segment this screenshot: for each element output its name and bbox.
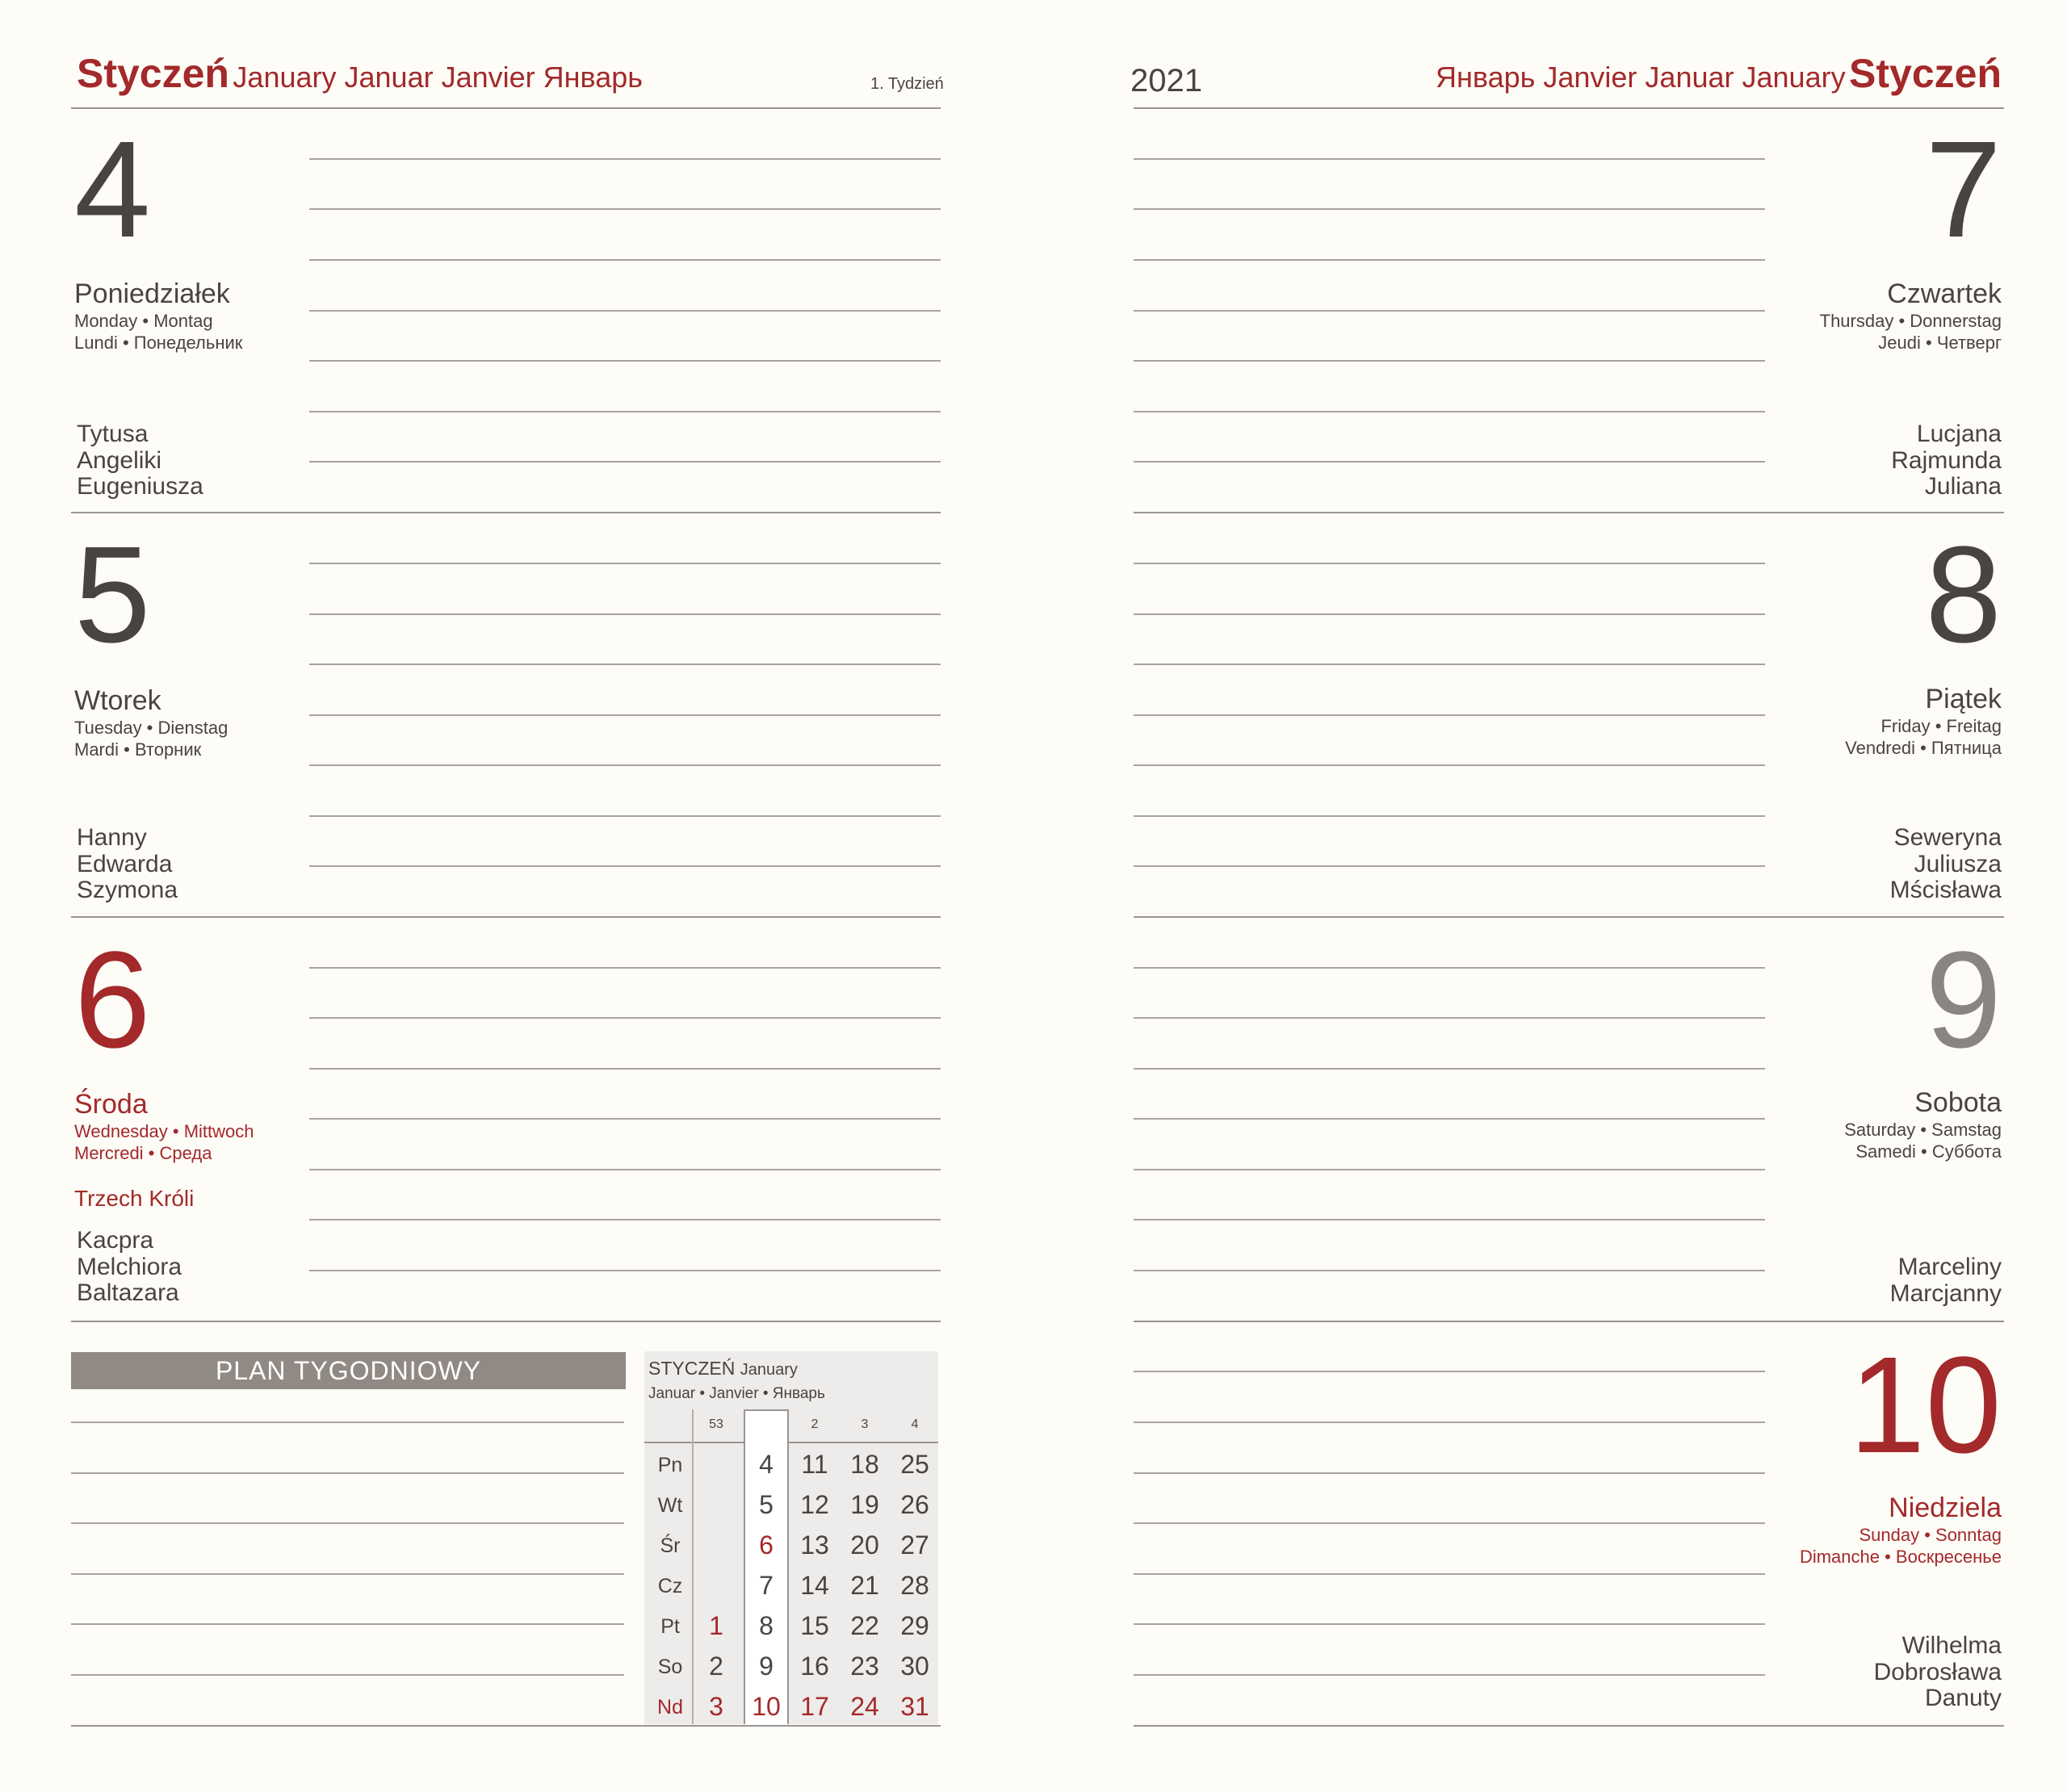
writing-line xyxy=(1134,764,1765,766)
day-translation-1: Friday • Freitag xyxy=(1880,716,2002,736)
day-block-wednesday xyxy=(74,923,151,1077)
name-day: Juliana xyxy=(1924,473,2002,500)
plan-line xyxy=(71,1573,624,1575)
day-translation-1: Saturday • Samstag xyxy=(1844,1120,2002,1140)
calendar-day-cell: 10 xyxy=(752,1692,781,1721)
name-day: Marcjanny xyxy=(1889,1279,2002,1307)
writing-line xyxy=(1134,1219,1765,1220)
calendar-day-cell: 30 xyxy=(900,1652,929,1681)
writing-line xyxy=(1134,1017,1765,1019)
writing-line xyxy=(309,259,941,261)
writing-line xyxy=(309,1270,941,1271)
writing-line xyxy=(1134,259,1765,261)
day-separator xyxy=(71,512,941,513)
left-header-rule xyxy=(71,107,941,109)
calendar-day-cell: 1 xyxy=(709,1611,723,1640)
day-translation-1: Sunday • Sonntag xyxy=(1859,1525,2002,1545)
name-day: Szymona xyxy=(77,877,178,903)
day-name: Wtorek xyxy=(74,685,161,716)
writing-line xyxy=(1134,1421,1765,1423)
writing-line xyxy=(1134,714,1765,716)
plan-line xyxy=(71,1421,624,1423)
writing-line xyxy=(309,1068,941,1070)
calendar-day-cell: 26 xyxy=(900,1490,929,1519)
day-label-monday xyxy=(74,278,242,354)
writing-line xyxy=(309,563,941,564)
day-number: 5 xyxy=(74,518,151,672)
calendar-day-cell: 18 xyxy=(850,1450,879,1479)
day-translation-1: Tuesday • Dienstag xyxy=(74,718,229,738)
day-block-friday xyxy=(1925,518,2002,672)
day-label-friday xyxy=(1845,683,2002,759)
left-header xyxy=(77,50,643,97)
writing-line xyxy=(1134,1623,1765,1625)
day-label-thursday xyxy=(1820,278,2002,354)
day-block-sunday xyxy=(1848,1329,2002,1482)
week-number-cell: 2 xyxy=(811,1417,819,1431)
day-translation-1: Monday • Montag xyxy=(74,311,213,331)
writing-line xyxy=(309,1118,941,1120)
day-translation-2: Vendredi • Пятница xyxy=(1845,738,2002,758)
day-translation-2: Dimanche • Воскресенье xyxy=(1799,1547,2002,1567)
calendar-day-cell: 21 xyxy=(850,1571,879,1600)
name-day: Wilhelma xyxy=(1901,1632,2002,1659)
calendar-day-cell: 25 xyxy=(900,1450,929,1479)
name-days-sunday xyxy=(1874,1633,2002,1712)
calendar-day-cell: 19 xyxy=(850,1490,879,1519)
writing-line xyxy=(309,967,941,969)
day-number: 8 xyxy=(1925,518,2002,672)
writing-line xyxy=(1134,1270,1765,1271)
writing-line xyxy=(1134,310,1765,312)
calendar-day-cell: 6 xyxy=(759,1530,774,1560)
writing-line xyxy=(1134,360,1765,362)
writing-line xyxy=(309,664,941,665)
day-name: Czwartek xyxy=(1887,278,2002,309)
bottom-rule-right xyxy=(1134,1725,2004,1727)
calendar-day-cell: 3 xyxy=(709,1692,723,1721)
day-separator xyxy=(1134,1321,2004,1322)
day-translation-2: Lundi • Понедельник xyxy=(74,333,243,353)
day-name: Środa xyxy=(74,1089,148,1120)
name-day: Rajmunda xyxy=(1891,446,2002,474)
writing-line xyxy=(1134,1674,1765,1676)
calendar-day-cell: 5 xyxy=(759,1490,774,1519)
name-day: Melchiora xyxy=(77,1253,182,1280)
writing-line xyxy=(1134,664,1765,665)
plan-line xyxy=(71,1623,624,1625)
calendar-day-cell: 24 xyxy=(850,1692,879,1721)
calendar-day-cell: 12 xyxy=(800,1490,829,1519)
mini-calendar-subtitle: Januar • Janvier • Январь xyxy=(648,1385,825,1402)
calendar-day-cell: 29 xyxy=(900,1611,929,1640)
calendar-day-cell: 15 xyxy=(800,1611,829,1640)
name-day: Baltazara xyxy=(77,1279,179,1306)
week-number-cell: 3 xyxy=(861,1417,869,1431)
name-day: Tytusa xyxy=(77,421,149,447)
writing-line xyxy=(309,764,941,766)
day-block-monday xyxy=(74,113,151,266)
calendar-day-cell: 17 xyxy=(800,1692,829,1721)
name-day: Eugeniusza xyxy=(77,473,203,500)
weekday-label: So xyxy=(657,1656,683,1678)
year: 2021 xyxy=(1130,63,1202,98)
writing-line xyxy=(309,310,941,312)
mini-calendar-title xyxy=(648,1358,798,1380)
holiday-label: Trzech Króli xyxy=(74,1186,195,1211)
writing-line xyxy=(309,411,941,412)
day-number: 6 xyxy=(74,923,151,1077)
day-label-tuesday xyxy=(74,685,228,760)
day-name: Sobota xyxy=(1914,1087,2002,1118)
writing-line xyxy=(309,1219,941,1220)
day-translation-1: Wednesday • Mittwoch xyxy=(74,1121,254,1141)
day-number: 9 xyxy=(1925,923,2002,1077)
calendar-day-cell: 11 xyxy=(801,1450,828,1479)
name-day: Marceliny xyxy=(1897,1254,2002,1280)
name-day: Kacpra xyxy=(77,1227,154,1254)
calendar-day-cell: 7 xyxy=(759,1571,774,1600)
bottom-rule-left xyxy=(71,1725,941,1727)
calendar-day-cell: 16 xyxy=(800,1652,829,1681)
day-translation-1: Thursday • Donnerstag xyxy=(1819,311,2002,331)
mini-calendar-month: STYCZEŃ xyxy=(648,1358,736,1379)
name-days-saturday xyxy=(1890,1254,2002,1307)
name-day: Dobrosława xyxy=(1873,1658,2002,1685)
name-day: Angeliki xyxy=(77,446,162,474)
week-number-cell: 53 xyxy=(709,1417,723,1431)
weekday-label: Wt xyxy=(657,1494,683,1517)
calendar-day-cell: 23 xyxy=(850,1652,879,1681)
name-day: Edwarda xyxy=(77,850,173,877)
left-month-translations: January Januar Janvier Январь xyxy=(233,61,644,94)
writing-line xyxy=(1134,158,1765,160)
calendar-day-cell: 28 xyxy=(900,1571,929,1600)
name-day: Danuty xyxy=(1924,1685,2002,1711)
mini-calendar xyxy=(644,1351,938,1724)
day-translation-2: Mardi • Вторник xyxy=(74,739,202,760)
day-translation-2: Samedi • Суббота xyxy=(1855,1141,2002,1162)
name-day: Juliusza xyxy=(1914,850,2002,877)
calendar-day-cell: 2 xyxy=(709,1652,723,1681)
day-translation-2: Jeudi • Четверг xyxy=(1878,333,2002,353)
day-name: Niedziela xyxy=(1889,1493,2002,1523)
day-separator xyxy=(71,916,941,918)
writing-line xyxy=(1134,1118,1765,1120)
name-days-wednesday xyxy=(77,1228,182,1307)
writing-line xyxy=(1134,967,1765,969)
day-number: 7 xyxy=(1925,113,2002,266)
weekday-label: Nd xyxy=(657,1696,683,1719)
writing-line xyxy=(309,360,941,362)
calendar-day-cell: 27 xyxy=(900,1530,929,1560)
writing-line xyxy=(309,865,941,867)
writing-line xyxy=(309,461,941,463)
day-name: Piątek xyxy=(1925,684,2002,714)
weekday-label: Pt xyxy=(660,1615,680,1638)
writing-line xyxy=(1134,1068,1765,1070)
name-day: Mścisława xyxy=(1889,877,2002,903)
writing-line xyxy=(1134,411,1765,412)
name-days-monday xyxy=(77,421,203,500)
writing-line xyxy=(1134,563,1765,564)
day-number: 10 xyxy=(1848,1329,2002,1482)
mini-calendar-month-en: January xyxy=(740,1361,798,1379)
calendar-day-cell: 4 xyxy=(759,1450,774,1479)
writing-line xyxy=(309,815,941,817)
right-month-title: Styczeń xyxy=(1849,51,2002,96)
week-number: 1. Tydzień xyxy=(870,75,944,93)
weekday-label: Pn xyxy=(657,1454,683,1476)
day-separator xyxy=(1134,916,2004,918)
calendar-day-cell: 22 xyxy=(850,1611,879,1640)
day-block-saturday xyxy=(1925,923,2002,1077)
day-separator xyxy=(1134,512,2004,513)
writing-line xyxy=(1134,1169,1765,1170)
writing-line xyxy=(1134,1371,1765,1372)
calendar-day-cell: 31 xyxy=(900,1692,929,1721)
writing-line xyxy=(1134,461,1765,463)
weekday-label: Śr xyxy=(660,1535,681,1557)
writing-line xyxy=(1134,1472,1765,1474)
calendar-day-cell: 20 xyxy=(850,1530,879,1560)
day-block-tuesday xyxy=(74,518,151,672)
name-days-tuesday xyxy=(77,825,178,904)
plan-title: PLAN TYGODNIOWY xyxy=(71,1352,626,1389)
name-days-thursday xyxy=(1891,421,2002,500)
writing-line xyxy=(1134,208,1765,210)
writing-line xyxy=(309,1017,941,1019)
right-header xyxy=(1436,50,2002,97)
plan-line xyxy=(71,1522,624,1524)
day-label-wednesday xyxy=(74,1088,254,1164)
calendar-day-cell: 8 xyxy=(759,1611,774,1640)
writing-line xyxy=(1134,613,1765,615)
plan-line xyxy=(71,1472,624,1474)
day-block-thursday xyxy=(1925,113,2002,266)
mini-header-rule xyxy=(644,1442,938,1443)
left-month-title: Styczeń xyxy=(77,51,229,96)
writing-line xyxy=(309,1169,941,1170)
writing-line xyxy=(1134,1573,1765,1575)
name-day: Seweryna xyxy=(1893,824,2002,851)
right-month-translations: Январь Janvier Januar January xyxy=(1435,61,1846,94)
week-number-cell: 4 xyxy=(911,1417,919,1431)
writing-line xyxy=(309,208,941,210)
calendar-day-cell: 14 xyxy=(800,1571,829,1600)
name-days-friday xyxy=(1890,825,2002,904)
writing-line xyxy=(309,714,941,716)
plan-line xyxy=(71,1674,624,1676)
name-day: Hanny xyxy=(77,824,147,851)
right-header-rule xyxy=(1134,107,2004,109)
weekday-label: Cz xyxy=(657,1575,683,1597)
day-label-saturday xyxy=(1844,1087,2002,1162)
current-week-top xyxy=(744,1409,789,1411)
calendar-day-cell: 13 xyxy=(800,1530,829,1560)
writing-line xyxy=(309,613,941,615)
writing-line xyxy=(1134,815,1765,817)
writing-line xyxy=(1134,865,1765,867)
name-day: Lucjana xyxy=(1916,421,2002,447)
writing-line xyxy=(1134,1522,1765,1524)
calendar-day-cell: 9 xyxy=(759,1652,774,1681)
day-name: Poniedziałek xyxy=(74,278,230,309)
writing-line xyxy=(309,158,941,160)
day-translation-2: Mercredi • Среда xyxy=(74,1143,212,1163)
day-number: 4 xyxy=(74,113,151,266)
day-label-sunday xyxy=(1800,1492,2002,1568)
day-separator xyxy=(71,1321,941,1322)
